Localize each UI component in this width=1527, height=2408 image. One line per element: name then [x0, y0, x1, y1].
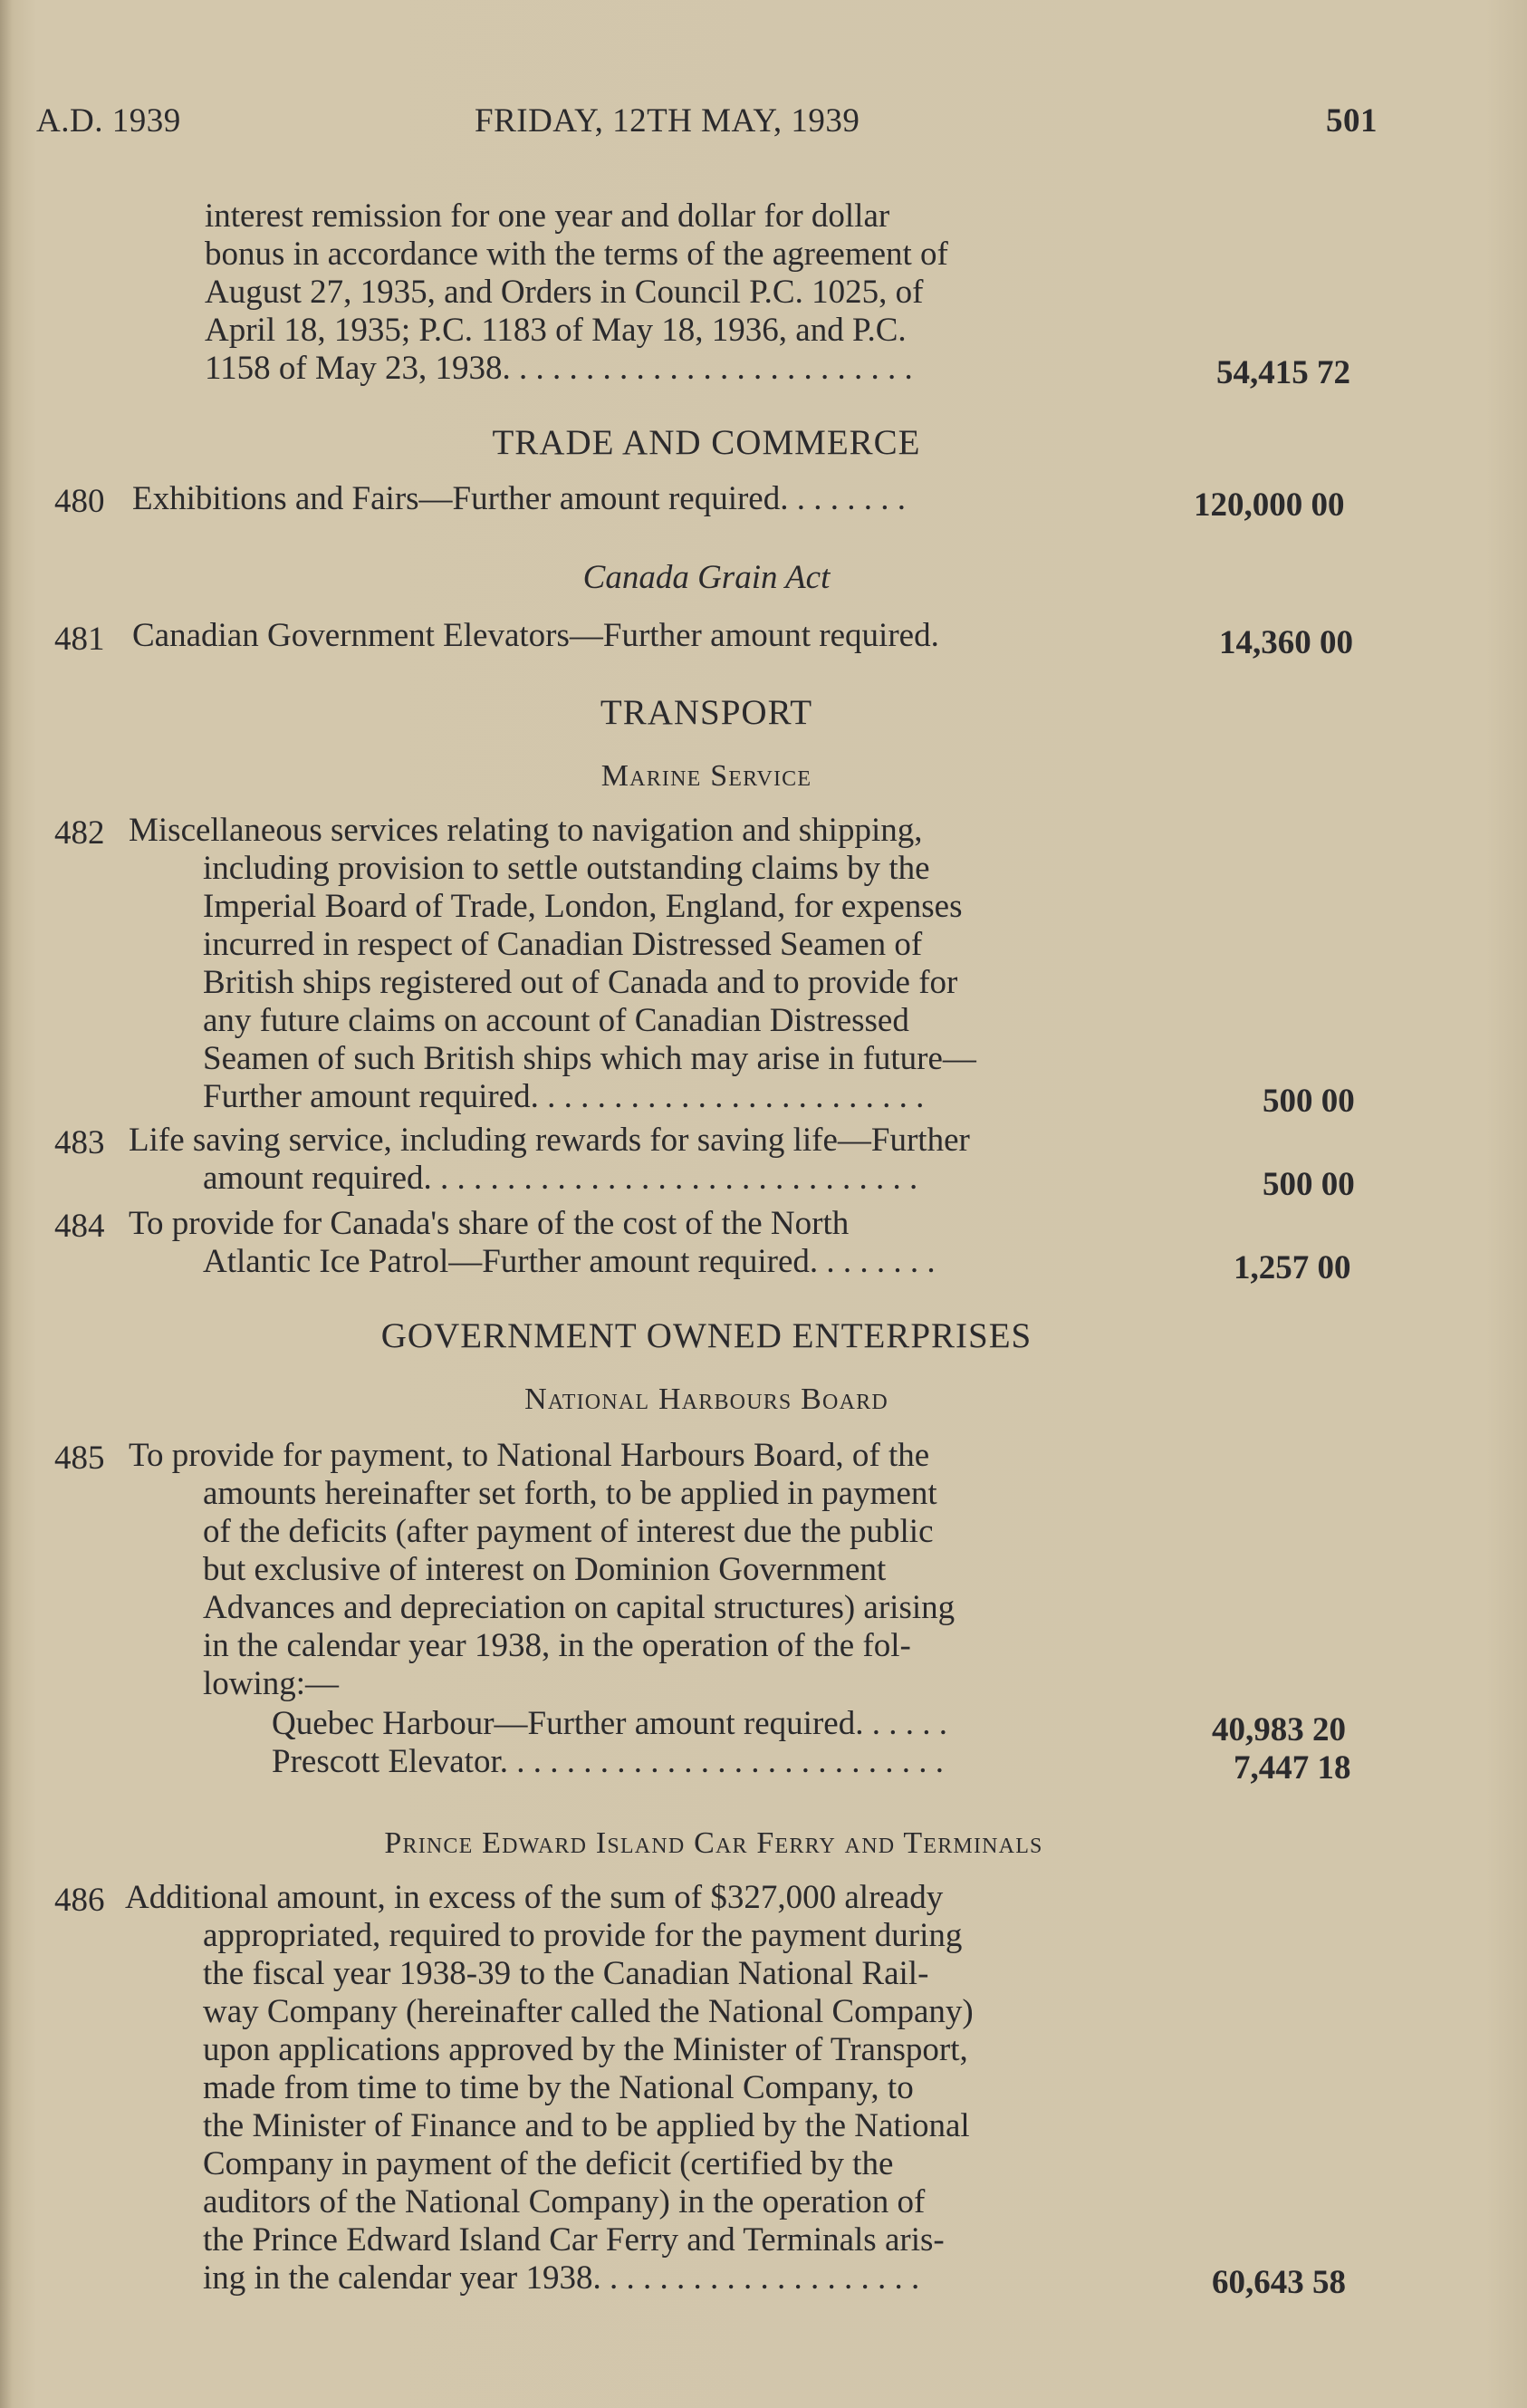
text-line: April 18, 1935; P.C. 1183 of May 18, 1936, and P.C.: [205, 312, 907, 349]
vote-number: 486: [54, 1882, 105, 1919]
text-line: To provide for payment, to National Harbours Board, of the: [129, 1437, 930, 1474]
subsection-heading: Canada Grain Act: [582, 559, 831, 596]
sub-item-line: Prescott Elevator. . . . . . . . . . . . . . . . . . . . . . . . . . .: [272, 1743, 944, 1780]
subsection-heading: [0, 1382, 1413, 1417]
text-line: interest remission for one year and dollar for dollar: [205, 197, 890, 235]
text-line: Life saving service, including rewards for saving life—Further: [129, 1122, 970, 1159]
text-line: To provide for Canada's share of the cost of the North: [129, 1205, 850, 1242]
text-line: Company in payment of the deficit (certified by the: [203, 2145, 894, 2182]
text-line: incurred in respect of Canadian Distressed Seamen of: [203, 926, 923, 963]
amount: 60,643 58: [1212, 2264, 1346, 2301]
text-line: the Minister of Finance and to be applied by the National: [203, 2107, 970, 2144]
subsection-heading-text: Marine Service: [600, 759, 812, 793]
amount: 54,415 72: [1216, 354, 1350, 391]
text-line: 1158 of May 23, 1938. . . . . . . . . . . . . . . . . . . . . . . . .: [205, 350, 913, 387]
amount: 500 00: [1263, 1083, 1355, 1120]
header-date: FRIDAY, 12TH MAY, 1939: [475, 102, 860, 140]
text-line: appropriated, required to provide for the payment during: [203, 1917, 963, 1954]
text-line: Further amount required. . . . . . . . . . . . . . . . . . . . . . . .: [203, 1078, 925, 1115]
text-line: August 27, 1935, and Orders in Council P.C. 1025, of: [205, 274, 924, 311]
section-heading: TRANSPORT: [600, 693, 813, 732]
text-line: bonus in accordance with the terms of the agreement of: [205, 236, 948, 273]
text-line: Seamen of such British ships which may arise in future—: [203, 1040, 976, 1077]
text-line: the fiscal year 1938-39 to the Canadian National Rail-: [203, 1955, 929, 1992]
vote-number: 483: [54, 1124, 105, 1161]
text-line: amount required. . . . . . . . . . . . . . . . . . . . . . . . . . . . . .: [203, 1160, 918, 1197]
text-line: lowing:—: [203, 1665, 340, 1702]
text-line: Atlantic Ice Patrol—Further amount required. . . . . . . .: [203, 1243, 936, 1280]
amount: 500 00: [1263, 1166, 1355, 1203]
text-line: Additional amount, in excess of the sum of $327,000 already: [125, 1879, 944, 1916]
vote-number: 484: [54, 1208, 105, 1245]
vote-number: 481: [54, 621, 105, 658]
text-line: Advances and depreciation on capital structures) arising: [203, 1589, 956, 1626]
vote-number: 480: [54, 483, 105, 520]
text-line: amounts hereinafter set forth, to be applied in payment: [203, 1475, 937, 1512]
section-heading: TRADE AND COMMERCE: [492, 423, 921, 462]
subsection-heading: [7, 1826, 1420, 1861]
amount: 120,000 00: [1194, 486, 1345, 524]
vote-number: 482: [54, 814, 105, 852]
text-line: auditors of the National Company) in the operation of: [203, 2183, 926, 2220]
text-line: way Company (hereinafter called the National Company): [203, 1993, 974, 2030]
subsection-heading-text: National Harbours Board: [524, 1382, 888, 1416]
text-line: Exhibitions and Fairs—Further amount required. . . . . . . .: [132, 480, 906, 517]
subsection-heading-text: Prince Edward Island Car Ferry and Terminals: [384, 1826, 1043, 1860]
header-year: A.D. 1939: [36, 102, 181, 140]
page-number: 501: [1326, 102, 1378, 140]
text-line: including provision to settle outstanding claims by the: [203, 850, 930, 887]
text-line: the Prince Edward Island Car Ferry and Terminals aris-: [203, 2221, 945, 2259]
vote-number: 485: [54, 1440, 105, 1477]
text-line: but exclusive of interest on Dominion Government: [203, 1551, 887, 1588]
text-line: ing in the calendar year 1938. . . . . . . . . . . . . . . . . . . .: [203, 2259, 920, 2297]
amount: 7,447 18: [1234, 1749, 1351, 1787]
text-line: any future claims on account of Canadian Distressed: [203, 1002, 909, 1039]
amount: 40,983 20: [1212, 1711, 1346, 1748]
text-line: made from time to time by the National Company, to: [203, 2069, 914, 2106]
sub-item-line: Quebec Harbour—Further amount required. . . . . .: [272, 1705, 947, 1742]
text-line: upon applications approved by the Minister of Transport,: [203, 2031, 968, 2068]
amount: 1,257 00: [1234, 1249, 1351, 1286]
subsection-heading: [0, 759, 1413, 794]
text-line: Imperial Board of Trade, London, England, for expenses: [203, 888, 963, 925]
text-line: Miscellaneous services relating to navigation and shipping,: [129, 812, 923, 849]
text-line: in the calendar year 1938, in the operation of the fol-: [203, 1627, 911, 1664]
text-line: of the deficits (after payment of interest due the public: [203, 1513, 934, 1550]
text-line: Canadian Government Elevators—Further amount required.: [132, 617, 939, 654]
text-line: British ships registered out of Canada and to provide for: [203, 964, 958, 1001]
section-heading: GOVERNMENT OWNED ENTERPRISES: [380, 1316, 1032, 1355]
amount: 14,360 00: [1219, 624, 1353, 661]
